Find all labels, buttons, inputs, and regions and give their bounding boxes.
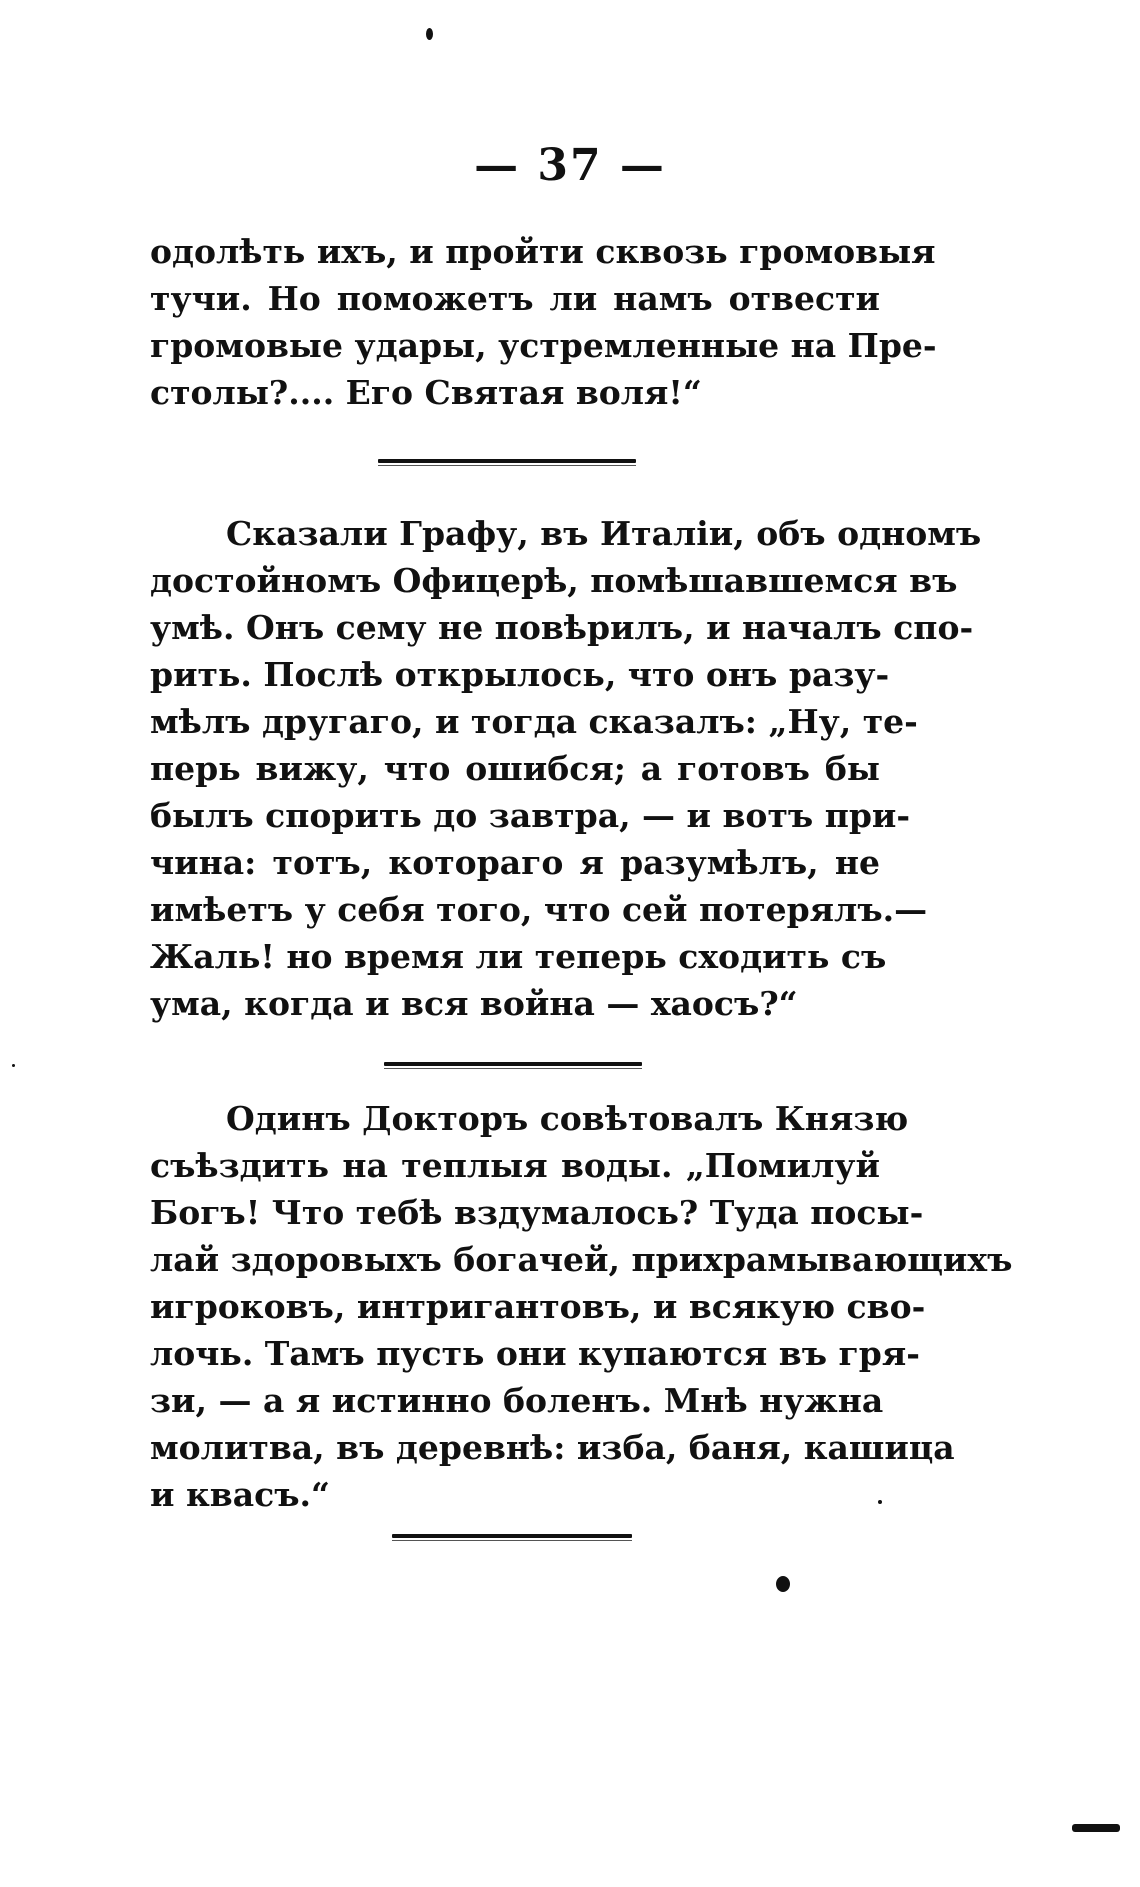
paragraph-line: Богъ! Что тебѣ вздумалось? Туда посы- [150, 1193, 924, 1232]
paragraph-line: Одинъ Докторъ совѣтовалъ Князю [226, 1099, 909, 1138]
page-number: — 37 — [474, 140, 666, 191]
paragraph-line: былъ спорить до завтра, — и вотъ при- [150, 796, 911, 835]
paragraph-line: тучи. Но поможетъ ли намъ отвести [150, 279, 880, 318]
paragraph-line: Жаль! но время ли теперь сходить съ [150, 937, 887, 976]
ink-speck [426, 28, 433, 40]
paragraph-line: лай здоровыхъ богачей, прихрамывающихъ [150, 1240, 1013, 1279]
paragraph-line: съѣздить на теплыя воды. „Помилуй [150, 1146, 880, 1185]
paragraph-line: молитва, въ деревнѣ: изба, баня, кашица [150, 1428, 955, 1467]
paragraph-2 [150, 510, 982, 1027]
paragraph-line: имѣетъ у себя того, что сей потерялъ.— [150, 890, 928, 929]
paragraph-line: зи, — а я истинно боленъ. Мнѣ нужна [150, 1381, 884, 1420]
paragraph-line: достойномъ Офицерѣ, помѣшавшемся въ [150, 561, 958, 600]
ink-speck [12, 1064, 15, 1067]
paragraph-line: умѣ. Онъ сему не повѣрилъ, и началъ спо- [150, 608, 974, 647]
paragraph-line: ума, когда и вся война — хаосъ?“ [150, 984, 798, 1023]
paragraph-3 [150, 1095, 1013, 1518]
paragraph-line: рить. Послѣ открылось, что онъ разу- [150, 655, 890, 694]
paragraph-line: громовые удары, устремленные на Пре- [150, 326, 937, 365]
ink-speck [878, 1500, 882, 1504]
paragraph-line: чина: тотъ, котораго я разумѣлъ, не [150, 843, 880, 882]
paragraph-line: перь вижу, что ошибся; а готовъ бы [150, 749, 880, 788]
paragraph-line: игроковъ, интригантовъ, и всякую сво- [150, 1287, 926, 1326]
ink-speck [1072, 1824, 1120, 1832]
paragraph-line: и квасъ.“ [150, 1475, 330, 1514]
paragraph-line: столы?.... Его Святая воля!“ [150, 373, 702, 412]
section-divider [384, 1062, 642, 1066]
ink-speck [776, 1576, 790, 1592]
paragraph-line: лочь. Тамъ пусть они купаются въ гря- [150, 1334, 920, 1373]
section-divider [392, 1534, 632, 1538]
paragraph-line: одолѣть ихъ, и пройти сквозь громовыя [150, 232, 936, 271]
section-divider [378, 459, 636, 463]
paragraph-line: Сказали Графу, въ Италіи, объ одномъ [226, 514, 982, 553]
paragraph-line: мѣлъ другаго, и тогда сказалъ: „Ну, те- [150, 702, 918, 741]
paragraph-1 [150, 228, 937, 416]
